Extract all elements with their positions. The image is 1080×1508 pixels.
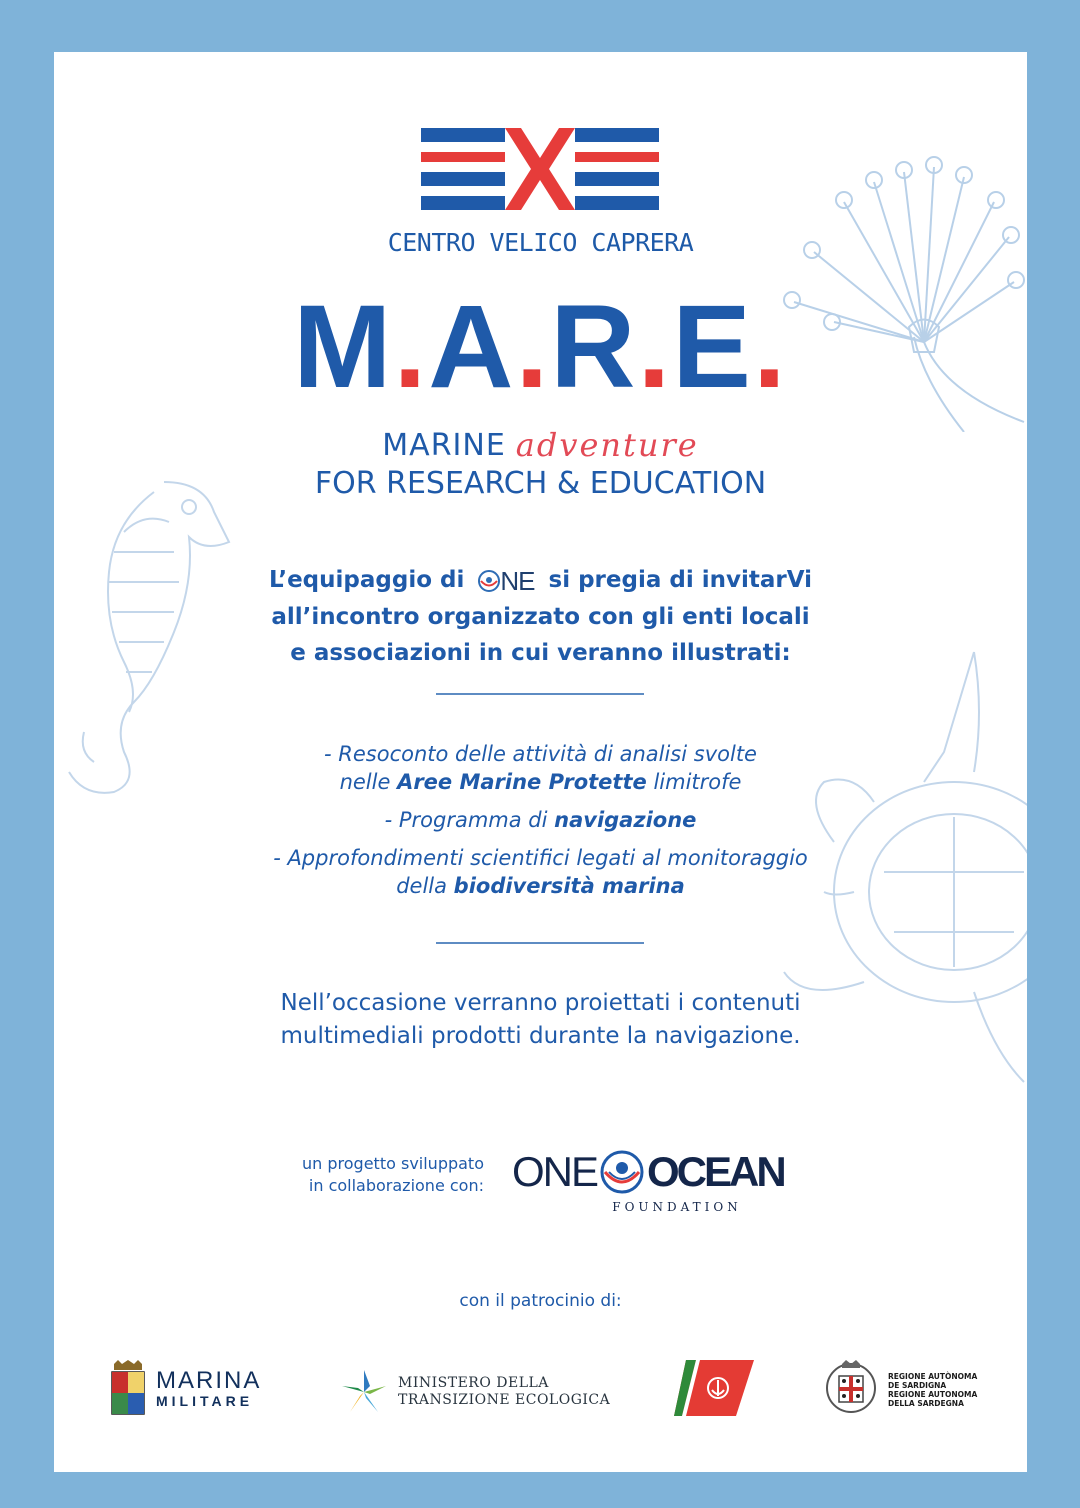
sardinia-crest-icon bbox=[824, 1358, 878, 1422]
regione-text bbox=[888, 1372, 977, 1408]
title-letter-m: M bbox=[293, 281, 394, 413]
topic-3-pre: della bbox=[396, 874, 447, 898]
ministero-line-2: TRANSIZIONE ECOLOGICA bbox=[398, 1392, 611, 1408]
topic-1-line-2 bbox=[54, 768, 1027, 796]
organization-name: CENTRO VELICO CAPRERA bbox=[387, 228, 694, 257]
ministero-logo bbox=[340, 1368, 610, 1416]
invitation-line-1 bbox=[54, 562, 1027, 599]
one-inline-ne: NE bbox=[500, 565, 535, 596]
subtitle-adventure: adventure bbox=[515, 426, 699, 464]
coast-guard-stripe-icon bbox=[674, 1360, 754, 1418]
centro-velico-caprera-logo bbox=[421, 128, 659, 210]
invitation-part-1: L’equipaggio di bbox=[268, 567, 465, 593]
partner-caption-line-1: un progetto sviluppato bbox=[302, 1154, 484, 1173]
subtitle-line-2: FOR RESEARCH & EDUCATION bbox=[314, 466, 767, 501]
invitation-text bbox=[54, 562, 1027, 671]
topic-2-bold: navigazione bbox=[554, 808, 697, 832]
regione-line-2: DE SARDIGNA bbox=[888, 1381, 947, 1390]
topics-list bbox=[54, 740, 1027, 910]
ministero-text bbox=[398, 1375, 610, 1409]
patronage-label: con il patrocinio di: bbox=[459, 1291, 622, 1311]
marina-militare-text bbox=[156, 1369, 261, 1409]
regione-line-4: DELLA SARDEGNA bbox=[888, 1399, 964, 1408]
mare-title bbox=[54, 281, 1027, 413]
topic-3-line-2 bbox=[54, 872, 1027, 900]
subtitle-line-1 bbox=[54, 426, 1027, 464]
topic-1-line-1: - Resoconto delle attività di analisi svolte bbox=[324, 742, 757, 766]
one-inline-logo bbox=[478, 563, 534, 599]
divider-1 bbox=[436, 693, 644, 695]
partner-caption bbox=[224, 1153, 484, 1197]
invitation-line-3: e associazioni in cui veranno illustrati: bbox=[290, 639, 791, 666]
regione-line-1: REGIONE AUTÒNOMA bbox=[888, 1372, 978, 1381]
topic-item-1 bbox=[54, 740, 1027, 796]
ocean-swirl-icon bbox=[478, 570, 500, 592]
title-dot-2: . bbox=[515, 281, 551, 413]
closing-line-2: multimediali prodotti durante la navigazione. bbox=[280, 1023, 801, 1049]
closing-text bbox=[54, 987, 1027, 1053]
invitation-part-2: si pregia di invitarVi bbox=[548, 567, 812, 593]
logo-foundation-text: FOUNDATION bbox=[612, 1200, 742, 1214]
marina-line-1: MARINA bbox=[156, 1367, 262, 1394]
partner-caption-line-2: in collaborazione con: bbox=[308, 1176, 484, 1195]
topic-item-2 bbox=[54, 806, 1027, 834]
title-letter-r: R bbox=[550, 281, 638, 413]
topic-2-pre: - Programma di bbox=[384, 808, 548, 832]
topic-1-post: limitrofe bbox=[653, 770, 742, 794]
regione-line-3: REGIONE AUTONOMA bbox=[888, 1390, 978, 1399]
patronage-logos bbox=[54, 1352, 1027, 1432]
star-leaves-icon bbox=[340, 1368, 388, 1416]
guardia-costiera-logo bbox=[674, 1360, 754, 1418]
topic-3-line-1: - Approfondimenti scientifici legati al monitoraggio bbox=[273, 846, 808, 870]
ocean-wave-icon bbox=[599, 1150, 645, 1194]
topic-3-bold: biodiversità marina bbox=[453, 874, 685, 898]
closing-line-1: Nell’occasione verranno proiettati i contenuti bbox=[280, 990, 801, 1016]
marina-militare-logo bbox=[108, 1360, 261, 1418]
logo-one-text: ONE bbox=[512, 1148, 598, 1195]
title-dot-3: . bbox=[637, 281, 673, 413]
topic-1-bold: Aree Marine Protette bbox=[397, 770, 647, 794]
marina-line-2: MILITARE bbox=[156, 1393, 254, 1409]
logo-ocean-text: OCEAN bbox=[647, 1148, 784, 1195]
naval-crest-icon bbox=[108, 1360, 148, 1418]
title-letter-a: A bbox=[428, 281, 516, 413]
title-letter-e: E bbox=[672, 281, 754, 413]
title-dot-4: . bbox=[753, 281, 788, 413]
ministero-line-1: MINISTERO DELLA bbox=[398, 1375, 549, 1391]
subtitle-marine: MARINE bbox=[382, 427, 506, 463]
topic-item-3 bbox=[54, 844, 1027, 900]
invitation-card bbox=[54, 52, 1027, 1472]
title-dot-1: . bbox=[393, 281, 429, 413]
one-ocean-foundation-logo bbox=[512, 1148, 832, 1214]
invitation-line-2: all’incontro organizzato con gli enti locali bbox=[271, 603, 810, 630]
topic-1-pre: nelle bbox=[339, 770, 391, 794]
regione-sardegna-logo bbox=[824, 1358, 977, 1422]
divider-2 bbox=[436, 942, 644, 944]
